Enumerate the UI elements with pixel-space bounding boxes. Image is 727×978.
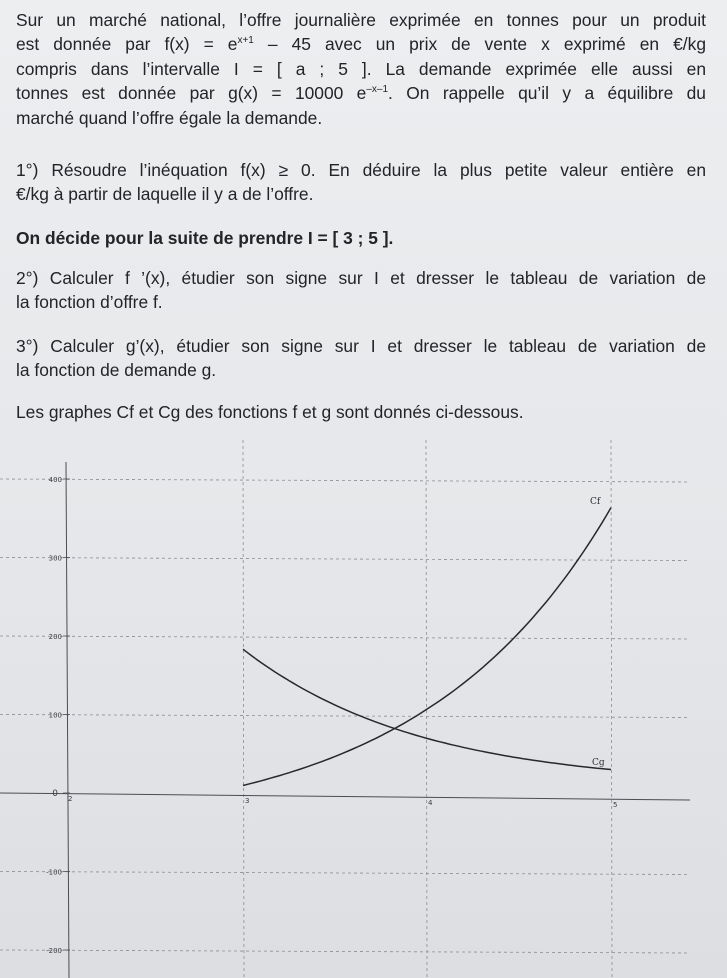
exponent-g: –x–1 xyxy=(366,84,389,96)
y-tick-label: 400 xyxy=(48,476,62,484)
series-label: Cf xyxy=(590,497,601,507)
question-2-line-1: 2°) Calculer f ’(x), étudier son signe sur I et dresser le tableau de variation de xyxy=(16,268,706,288)
h-gridline xyxy=(0,872,690,875)
question-2-line-2: la fonction d’offre f. xyxy=(16,292,163,313)
intro-line-5: marché quand l’offre égale la demande. xyxy=(16,107,323,128)
x-tick-label: 3 xyxy=(245,797,250,805)
h-gridline xyxy=(0,479,690,482)
intro-line-3: compris dans l’intervalle I = [ a ; 5 ]. La demande exprimée elle aussi en xyxy=(16,58,706,79)
h-gridline xyxy=(0,715,690,718)
y-tick-label: 300 xyxy=(48,554,62,563)
y-tick-label: 0 xyxy=(52,789,58,799)
x-tick-label: 5 xyxy=(613,801,618,809)
h-gridline xyxy=(0,636,690,639)
intro-line-4: tonnes est donnée par g(x) = 10000 $e^{-x-1}$. On rappelle qu’il y a équilibre du xyxy=(16,83,706,104)
x-axis xyxy=(0,793,690,800)
interval-decision: On décide pour la suite de prendre I = [ 3 ; 5 ]. xyxy=(16,228,394,248)
intro-line-1: Sur un marché national, l’offre journalière exprimée en tonnes pour un produit xyxy=(16,10,706,30)
question-1-line-1: 1°) Résoudre l’inéquation f(x) ≥ 0. En déduire la plus petite valeur entière en xyxy=(16,160,706,180)
series-label: Cg xyxy=(592,758,605,768)
v-gridline xyxy=(243,440,244,978)
y-tick-label: -200 xyxy=(46,947,62,955)
intro-line-2: est donnée par $f(x) = e^{x+1} - 45$ avec un prix de vente x exprimé en €/kg xyxy=(16,34,706,55)
h-gridline xyxy=(0,558,690,561)
h-gridline xyxy=(0,950,690,953)
exponent-f: x+1 xyxy=(237,35,254,47)
question-3-line-1: 3°) Calculer g’(x), étudier son signe sur I et dresser le tableau de variation de xyxy=(16,336,706,356)
x-tick-label: 4 xyxy=(428,799,433,807)
x-tick-label: 2 xyxy=(68,795,73,803)
y-tick-label: 100 xyxy=(48,711,62,720)
y-tick-label: -100 xyxy=(46,868,62,877)
curve-cf xyxy=(243,508,611,786)
v-gridline xyxy=(611,440,612,978)
graph-intro: Les graphes Cf et Cg des fonctions f et g sont donnés ci-dessous. xyxy=(16,402,524,422)
question-1-line-2: €/kg à partir de laquelle il y a de l’offre. xyxy=(16,184,314,205)
question-3-line-2: la fonction de demande g. xyxy=(16,360,217,381)
y-tick-label: 200 xyxy=(48,633,62,641)
y-axis xyxy=(66,462,69,978)
